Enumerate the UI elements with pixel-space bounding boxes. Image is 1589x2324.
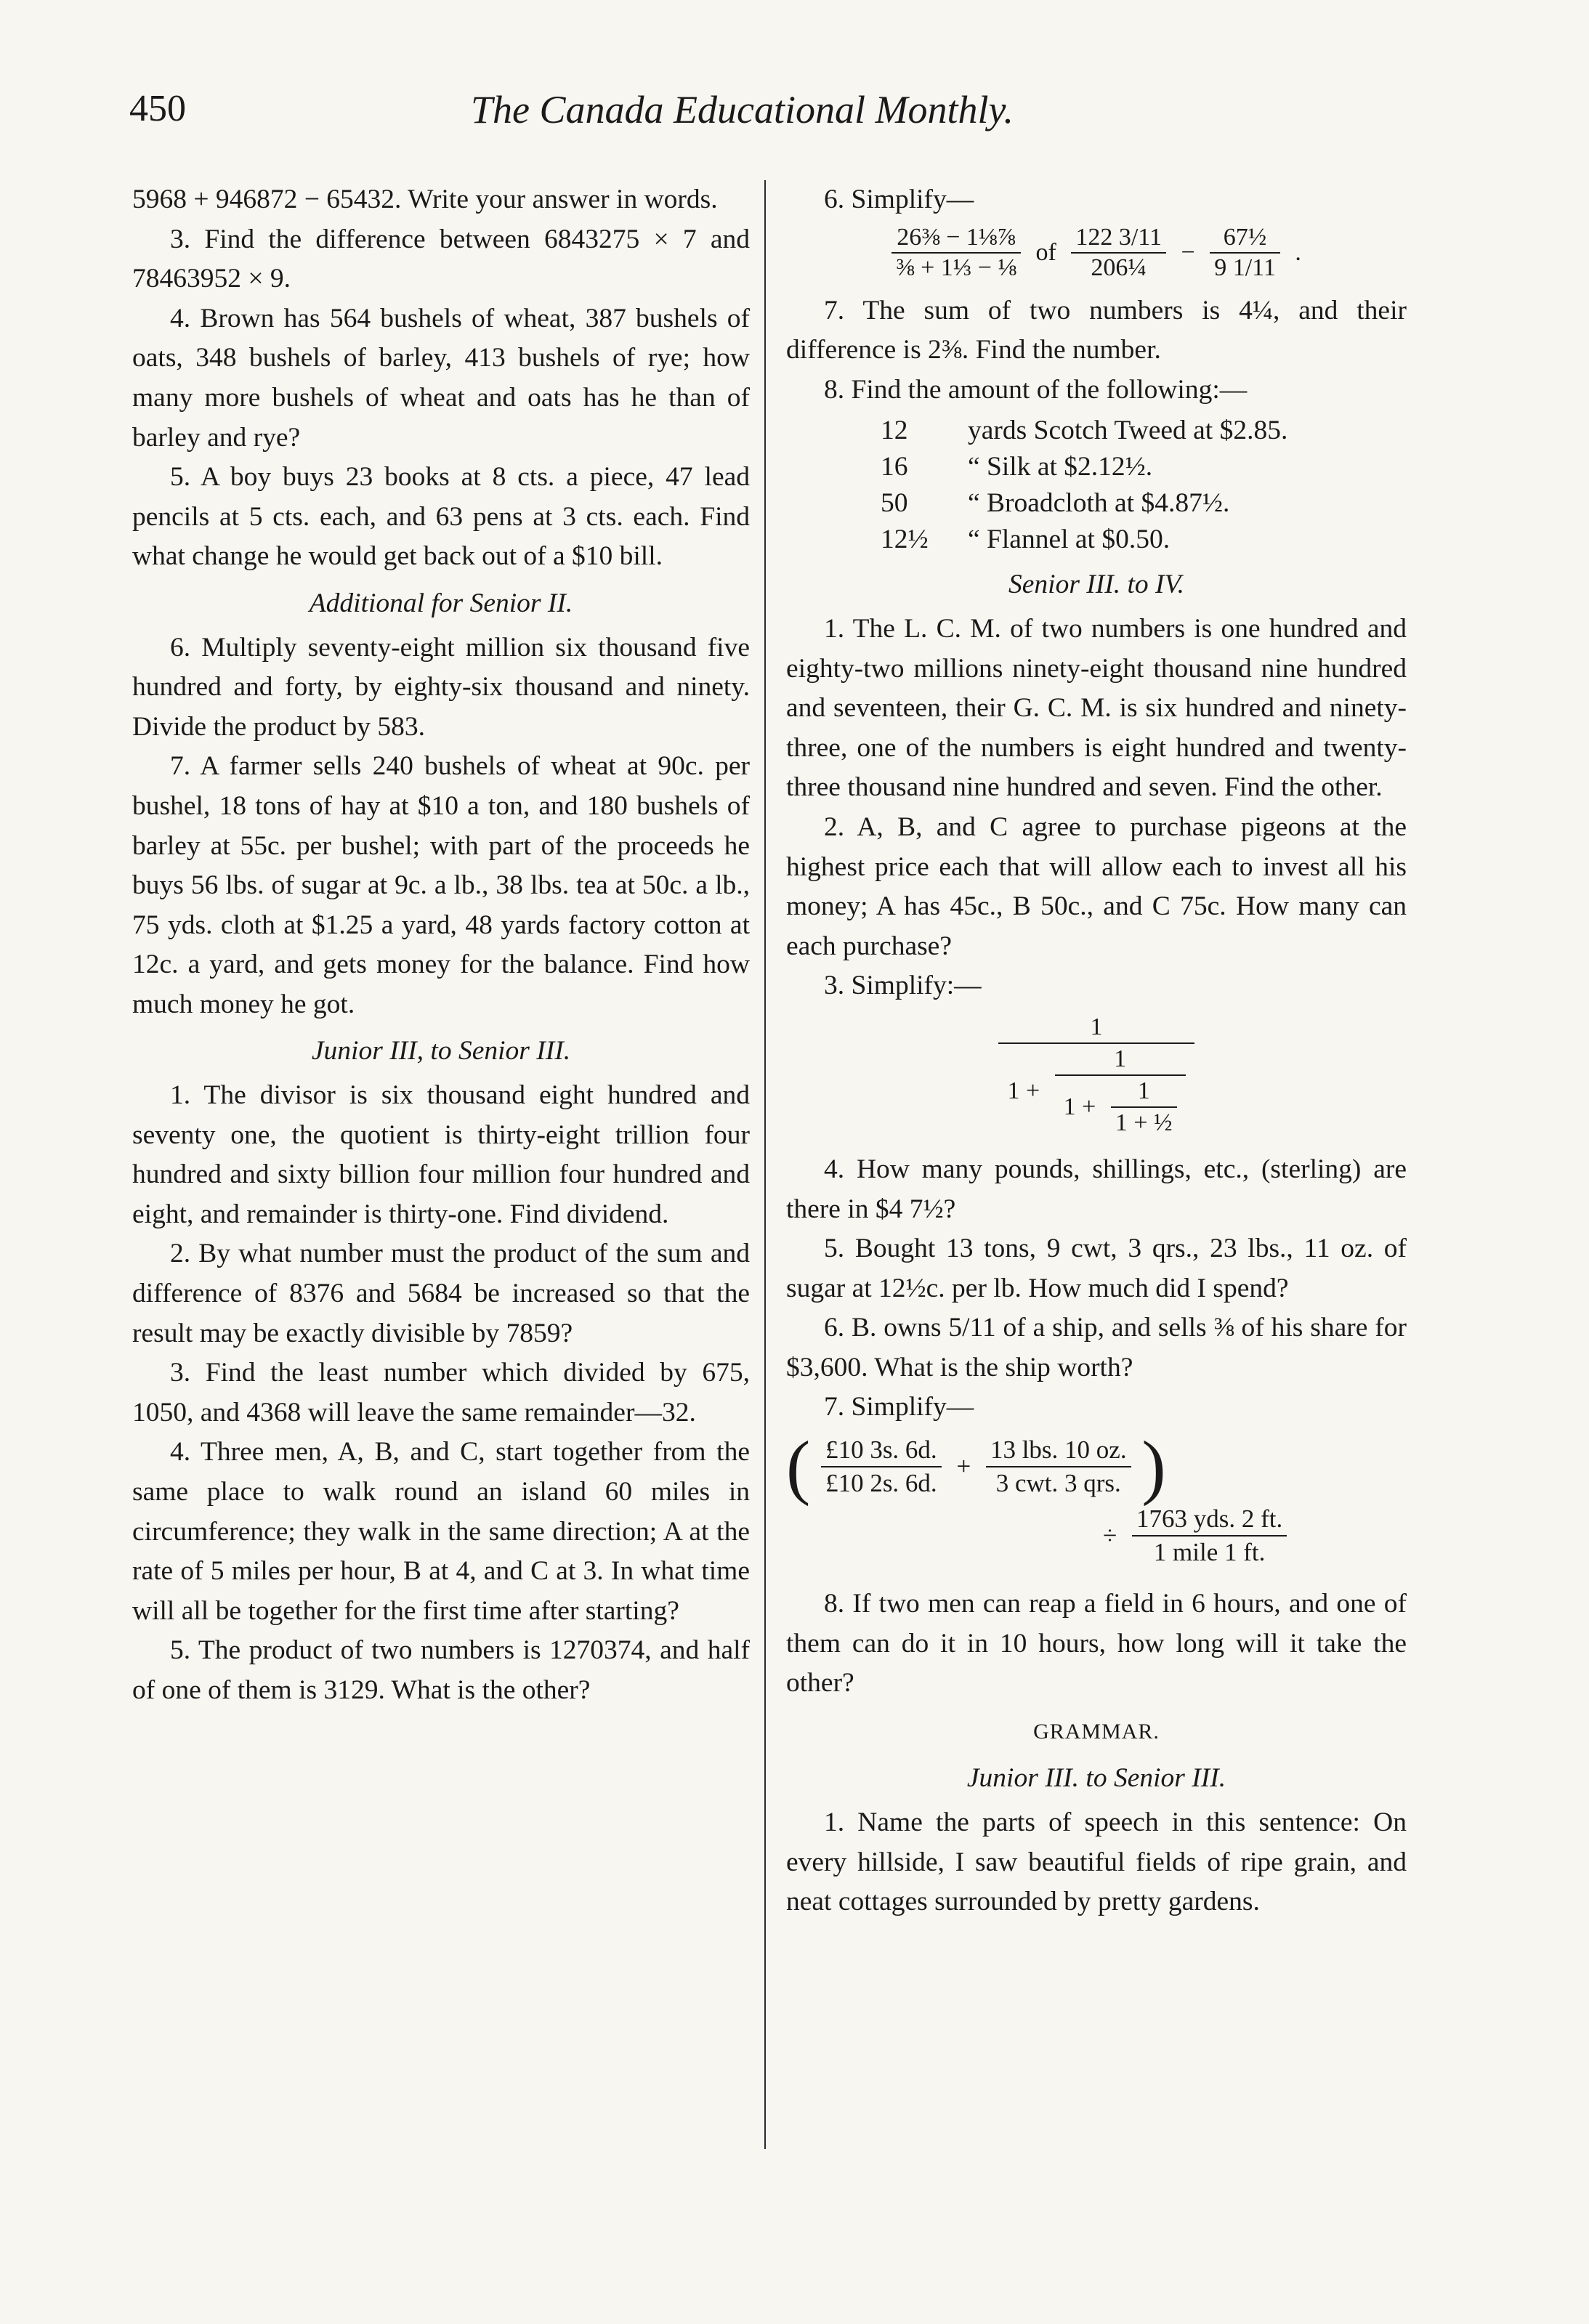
amount-list	[881, 413, 1407, 558]
section-heading: Junior III. to Senior III.	[966, 1763, 1226, 1794]
open-paren: (	[786, 1426, 811, 1507]
right-column	[786, 180, 1407, 1922]
paragraph: 5. A boy buys 23 books at 8 cts. a piece, 47 lead pencils at 5 cts. each, and 63 pens at 3 cts. each. Find what change he would get back out of a $10 bill.	[132, 462, 750, 572]
fraction	[1210, 223, 1280, 283]
column-divider	[764, 180, 766, 2149]
numerator: 122 3/11	[1071, 223, 1166, 254]
section-heading: Senior III. to IV.	[1008, 570, 1184, 600]
operator: of	[1035, 238, 1056, 266]
page-header	[129, 87, 1096, 153]
list-item	[881, 449, 1407, 485]
item-text: “ Broadcloth at $4.87½.	[968, 488, 1230, 519]
paragraph: 7. A farmer sells 240 bushels of wheat at 90c. per bushel, 18 tons of hay at $10 a ton, and 180 bushels of barley at 55c. per bushel; with part of the proceeds he buys 56 lbs. of sugar at 9c. a lb., 38 lbs. tea at 50c. a lb., 75 yds. cloth at $1.25 a yard, 48 yards factory cotton at 12c. a yard, and gets money for the balance. Find how much money he got.	[132, 751, 750, 1019]
denominator: 9 1/11	[1214, 254, 1276, 281]
quantity: 16	[881, 452, 908, 482]
fraction	[1071, 223, 1166, 283]
section-heading: Junior III, to Senior III.	[311, 1036, 571, 1066]
section-heading: Additional for Senior II.	[309, 588, 573, 618]
operator: 1 +	[1007, 1077, 1040, 1104]
denominator	[1055, 1076, 1186, 1138]
section-heading: GRAMMAR.	[1033, 1719, 1160, 1744]
punctuation: .	[1295, 238, 1301, 266]
operator: −	[1181, 238, 1195, 266]
operator: ÷	[1103, 1521, 1117, 1550]
denominator: ⅜ + 1⅓ − ⅛	[896, 254, 1016, 281]
fraction	[986, 1434, 1131, 1499]
running-title: The Canada Educational Monthly.	[471, 88, 1014, 131]
paragraph: 1. Name the parts of speech in this sentence: On every hillside, I saw beautiful fields of ripe grain, and neat cottages surrounded by pretty gardens.	[786, 1807, 1407, 1917]
paragraph: 5. Bought 13 tons, 9 cwt, 3 qrs., 23 lbs., 11 oz. of sugar at 12½c. per lb. How much did I spend?	[786, 1234, 1407, 1303]
numerator: 26⅜ − 1⅛⅞	[891, 223, 1021, 254]
paragraph: 5968 + 946872 − 65432. Write your answer in words.	[132, 185, 718, 214]
paragraph: 6. B. owns 5/11 of a ship, and sells ⅜ of his share for $3,600. What is the ship worth?	[786, 1313, 1407, 1382]
quantity: 12½	[881, 525, 929, 555]
denominator: £10 2s. 6d.	[825, 1469, 937, 1498]
numerator: 13 lbs. 10 oz.	[986, 1434, 1131, 1467]
fraction	[821, 1434, 942, 1499]
denominator: 1 + ½	[1115, 1109, 1173, 1136]
math-expression	[786, 223, 1407, 283]
item-text: “ Silk at $2.12½.	[968, 452, 1153, 482]
paragraph: 3. Simplify:—	[824, 971, 982, 1001]
page-number: 450	[129, 88, 186, 129]
denominator: 1 mile 1 ft.	[1153, 1538, 1266, 1567]
paragraph: 4. How many pounds, shillings, etc., (sterling) are there in $4 7½?	[786, 1154, 1407, 1224]
paragraph: 8. Find the amount of the following:—	[824, 374, 1248, 405]
expression-row	[786, 1426, 1407, 1507]
list-item	[881, 485, 1407, 522]
numerator: 1763 yds. 2 ft.	[1132, 1503, 1287, 1536]
numerator: 1	[1055, 1044, 1186, 1076]
paragraph: 4. Brown has 564 bushels of wheat, 387 bushels of oats, 348 bushels of barley, 413 bushels of rye; how many more bushels of wheat and oats has he than of barley and rye?	[132, 303, 750, 453]
expression-row	[1099, 1503, 1407, 1568]
item-text: “ Flannel at $0.50.	[968, 525, 1170, 555]
quantity: 50	[881, 488, 908, 519]
paragraph: 3. Find the least number which divided by 675, 1050, and 4368 will leave the same remainder—32.	[132, 1358, 750, 1428]
list-item	[881, 522, 1407, 558]
close-paren: )	[1141, 1426, 1166, 1507]
paragraph: 8. If two men can reap a field in 6 hours, and one of them can do it in 10 hours, how long will it take the other?	[786, 1589, 1407, 1699]
left-column	[132, 180, 750, 1711]
denominator	[998, 1044, 1194, 1138]
numerator: £10 3s. 6d.	[821, 1434, 942, 1467]
paragraph: 1. The divisor is six thousand eight hundred and seventy one, the quotient is thirty-eight trillion four hundred and sixty billion four million four hundred and eight, and remainder is thirty-one. Find dividend.	[132, 1080, 750, 1229]
fraction	[1111, 1076, 1177, 1138]
paragraph: 7. The sum of two numbers is 4¼, and their difference is 2⅜. Find the number.	[786, 295, 1407, 365]
numerator: 1	[998, 1012, 1194, 1044]
fraction	[891, 223, 1021, 283]
paragraph: 3. Find the difference between 6843275 × 7 and 78463952 × 9.	[132, 224, 750, 294]
paragraph: 6. Multiply seventy-eight million six thousand five hundred and forty, by eighty-six thousand and ninety. Divide the product by 583.	[132, 632, 750, 742]
math-expression	[786, 1426, 1407, 1568]
denominator: 206¼	[1091, 254, 1147, 281]
numerator: 1	[1111, 1076, 1177, 1108]
denominator: 3 cwt. 3 qrs.	[995, 1469, 1121, 1498]
list-item	[881, 413, 1407, 449]
continued-fraction	[786, 1012, 1407, 1138]
paragraph: 2. By what number must the product of the sum and difference of 8376 and 5684 be increased so that the result may be exactly divisible by 7859?	[132, 1239, 750, 1348]
item-text: yards Scotch Tweed at $2.85.	[968, 416, 1288, 446]
numerator: 67½	[1210, 223, 1280, 254]
paragraph: 5. The product of two numbers is 1270374, and half of one of them is 3129. What is the other?	[132, 1635, 750, 1705]
paragraph: 7. Simplify—	[824, 1392, 974, 1422]
operator: 1 +	[1063, 1093, 1096, 1120]
paragraph: 2. A, B, and C agree to purchase pigeons at the highest price each that will allow each to invest all his money; A has 45c., B 50c., and C 75c. How many can each purchase?	[786, 811, 1407, 961]
fraction	[998, 1012, 1194, 1138]
paragraph: 4. Three men, A, B, and C, start together from the same place to walk round an island 60 miles in circumference; they walk in the same direction; A at the rate of 5 miles per hour, B at 4, and C at 3. In what time will all be together for the first time after starting?	[132, 1437, 750, 1626]
paragraph: 6. Simplify—	[824, 185, 974, 214]
paragraph: 1. The L. C. M. of two numbers is one hundred and eighty-two millions ninety-eight thousand nine hundred and seventeen, their G. C. M. is six hundred and ninety-three, one of the numbers is eight hundred and twenty-three thousand nine hundred and seven. Find the other.	[786, 613, 1407, 803]
fraction	[1055, 1044, 1186, 1138]
fraction	[1132, 1503, 1287, 1568]
quantity: 12	[881, 416, 908, 446]
operator: +	[956, 1452, 971, 1481]
